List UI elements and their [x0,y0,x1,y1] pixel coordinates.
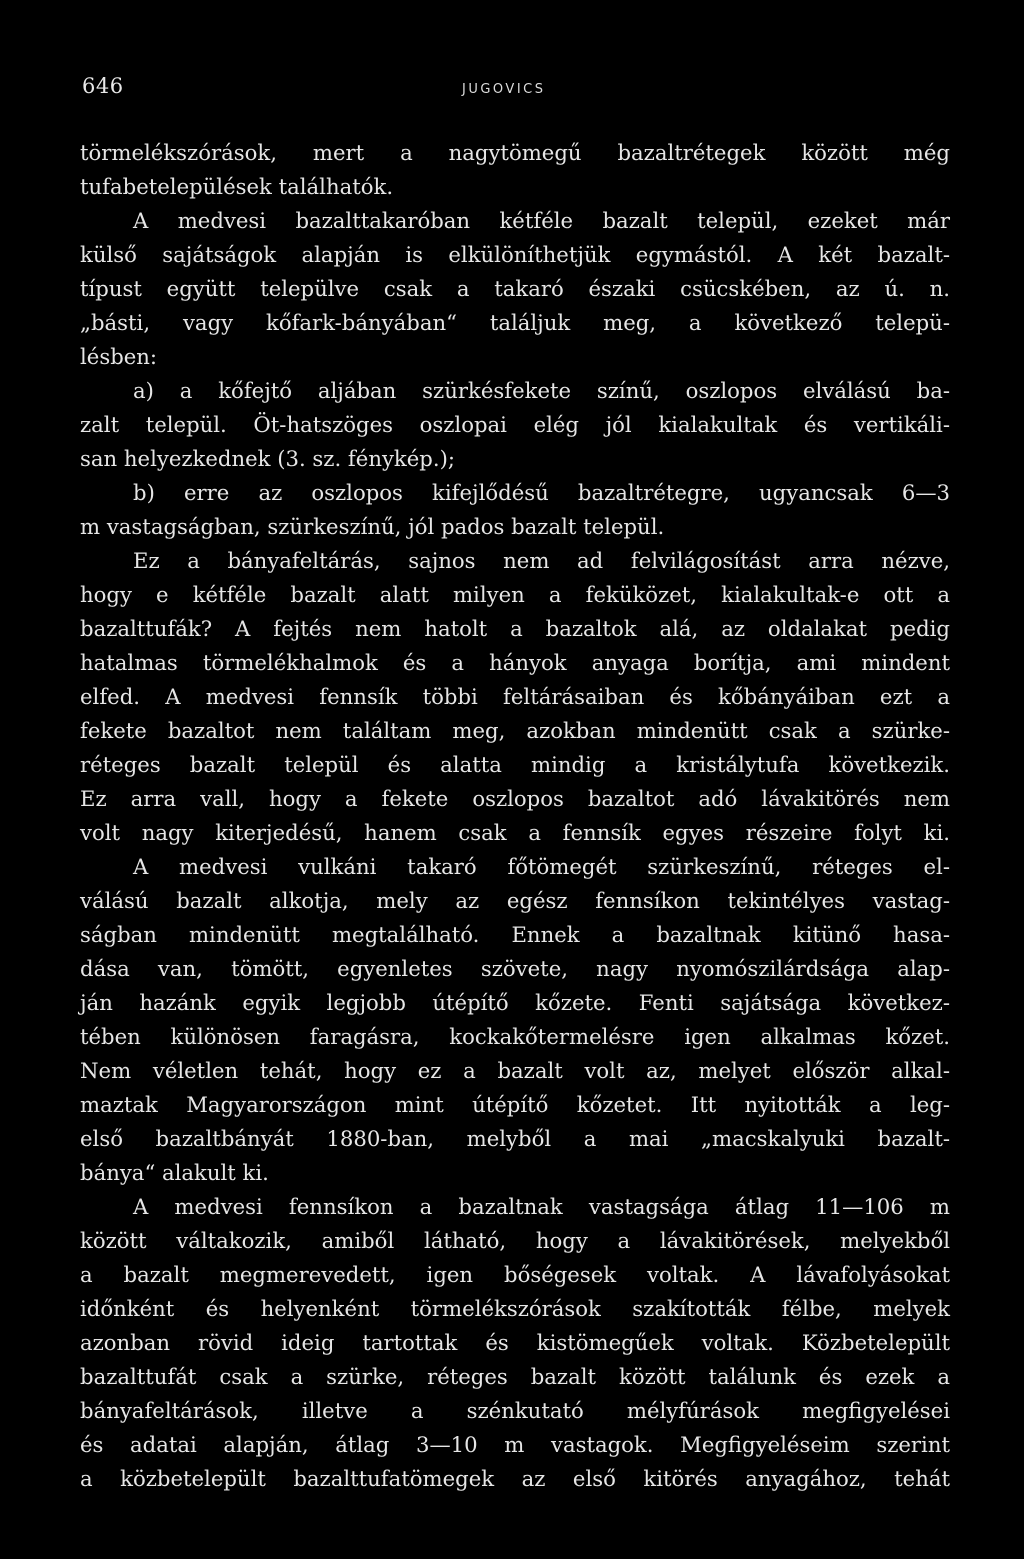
text-line: között váltakozik, amiből látható, hogy a lávakitörések, melyekből [80,1228,950,1253]
text-line: volt nagy kiterjedésű, hanem csak a fennsík egyes részeire folyt ki. [80,820,950,845]
page-number: 646 [82,74,124,98]
text-line: a közbetelepült bazalttufatömegek az első kitörés anyagához, tehát [80,1466,950,1491]
text-line: a bazalt megmerevedett, igen bőségesek voltak. A lávafolyásokat [80,1262,950,1287]
running-head: JUGOVICS [462,82,546,97]
text-line: ján hazánk egyik legjobb útépítő kőzete. Fenti sajátsága következ- [80,990,950,1015]
text-line: san helyezkednek (3. sz. fénykép.); [80,446,456,471]
text-line: „básti, vagy kőfark-bányában“ találjuk meg, a következő telepü- [80,310,950,335]
text-line: b) erre az oszlopos kifejlődésű bazaltrétegre, ugyancsak 6—3 [133,480,950,505]
text-line: bazalttufát csak a szürke, réteges bazalt között találunk és ezek a [80,1364,950,1389]
text-line: maztak Magyarországon mint útépítő kőzetet. Itt nyitották a leg- [80,1092,950,1117]
text-line: és adatai alapján, átlag 3—10 m vastagok. Megfigyeléseim szerint [80,1432,950,1457]
text-line: dása van, tömött, egyenletes szövete, nagy nyomószilárdsága alap- [80,956,950,981]
text-line: törmelékszórások, mert a nagytömegű bazaltrétegek között még [80,140,950,165]
text-line: válású bazalt alkotja, mely az egész fennsíkon tekintélyes vastag- [80,888,950,913]
text-line: első bazaltbányát 1880-ban, melyből a mai „macskalyuki bazalt- [80,1126,950,1151]
text-line: Nem véletlen tehát, hogy ez a bazalt volt az, melyet először alkal- [80,1058,950,1083]
text-line: elfed. A medvesi fennsík többi feltárásaiban és kőbányáiban ezt a [80,684,950,709]
text-line: A medvesi bazalttakaróban kétféle bazalt települ, ezeket már [133,208,950,233]
text-line: A medvesi vulkáni takaró főtömegét szürkeszínű, réteges el- [133,854,950,879]
text-line: fekete bazaltot nem találtam meg, azokban mindenütt csak a szürke- [80,718,950,743]
text-line: zalt települ. Öt-hatszöges oszlopai elég jól kialakultak és vertikáli- [80,412,950,437]
text-line: Ez arra vall, hogy a fekete oszlopos bazaltot adó lávakitörés nem [80,786,950,811]
text-line: külső sajátságok alapján is elkülöníthetjük egymástól. A két bazalt- [80,242,950,267]
text-line: bánya“ alakult ki. [80,1160,269,1185]
text-line: ságban mindenütt megtalálható. Ennek a bazaltnak kitünő hasa- [80,922,950,947]
text-line: hogy e kétféle bazalt alatt milyen a feküközet, kialakultak-e ott a [80,582,950,607]
text-line: bányafeltárások, illetve a szénkutató mélyfúrások megfigyelései [80,1398,950,1423]
text-line: időnként és helyenként törmelékszórások szakították félbe, melyek [80,1296,950,1321]
text-line: tében különösen faragásra, kockakőtermelésre igen alkalmas kőzet. [80,1024,950,1049]
text-line: A medvesi fennsíkon a bazaltnak vastagsága átlag 11—106 m [133,1194,950,1219]
text-line: a) a kőfejtő aljában szürkésfekete színű, oszlopos elválású ba- [133,378,950,403]
text-line: tufabetelepülések találhatók. [80,174,394,199]
text-line: típust együtt települve csak a takaró északi csücskében, az ú. n. [80,276,950,301]
text-line: réteges bazalt települ és alatta mindig a kristálytufa következik. [80,752,950,777]
text-line: Ez a bányafeltárás, sajnos nem ad felvilágosítást arra nézve, [133,548,950,573]
text-line: m vastagságban, szürkeszínű, jól pados bazalt települ. [80,514,665,539]
text-line: azonban rövid ideig tartottak és kistömegűek voltak. Közbetelepült [80,1330,950,1355]
text-line: lésben: [80,344,158,369]
text-line: bazalttufák? A fejtés nem hatolt a bazaltok alá, az oldalakat pedig [80,616,950,641]
text-line: hatalmas törmelékhalmok és a hányok anyaga borítja, ami mindent [80,650,950,675]
